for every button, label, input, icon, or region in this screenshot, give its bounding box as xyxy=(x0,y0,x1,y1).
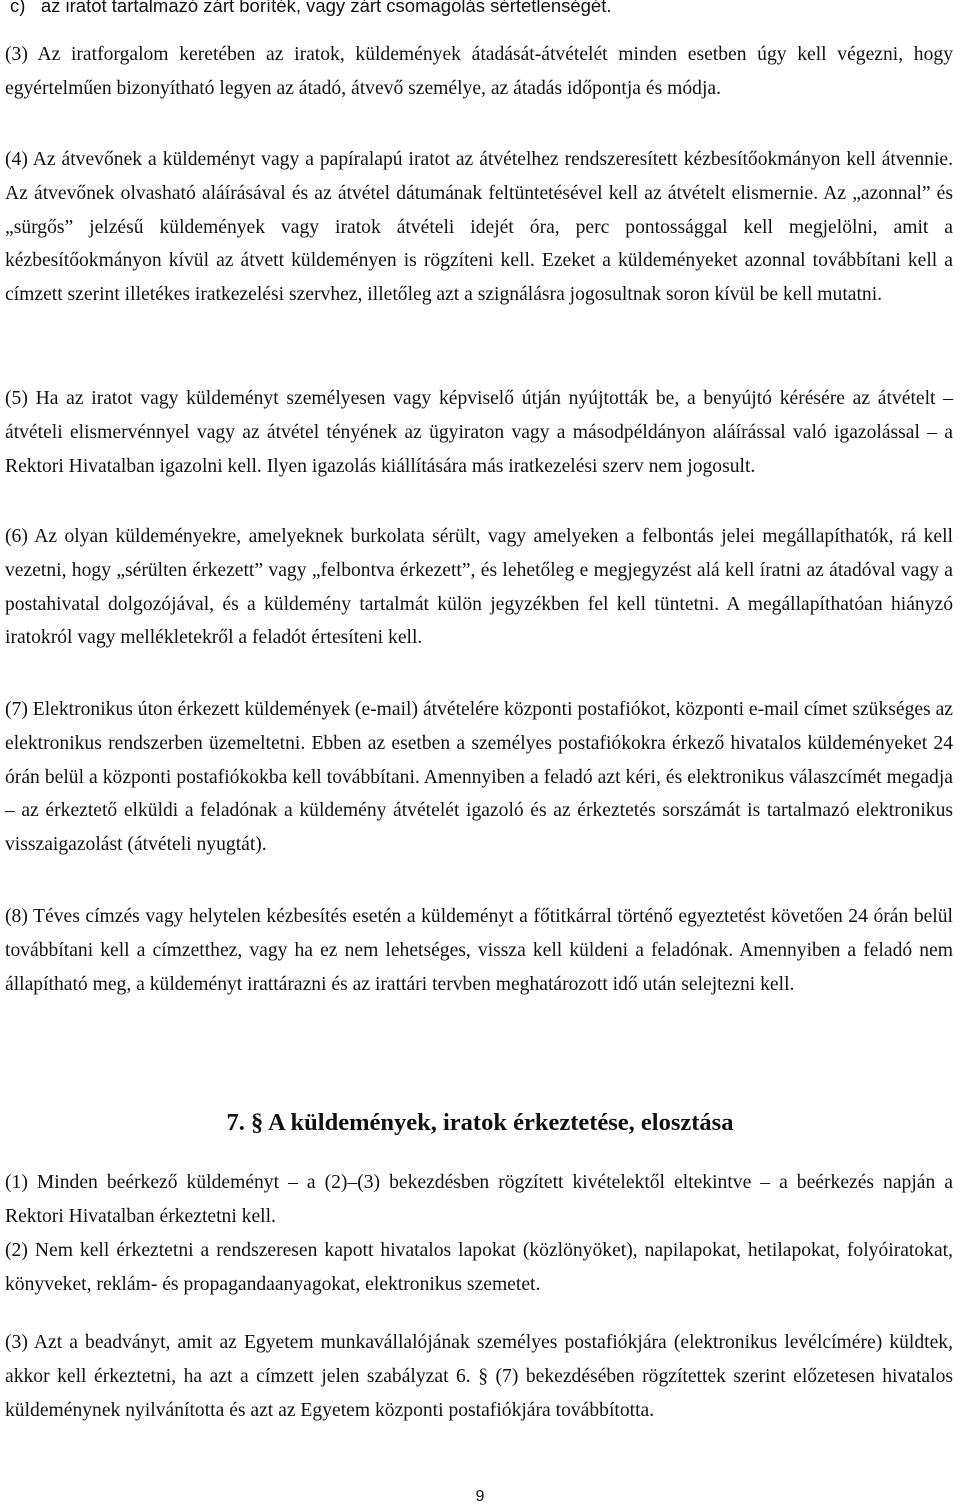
paragraph-3: (3) Az iratforgalom keretében az iratok, küldemények átadását-átvételét minden esetben úgy kell végezni, hogy egyértelműen bizonyítható legyen az átadó, átvevő személye, az átadás időpontja és módja. xyxy=(5,44,953,99)
paragraph-7: (7) Elektronikus úton érkezett küldemények (e-mail) átvételére központi postafiókot, központi e-mail címet szükséges az elektronikus rendszerben üzemeltetni. Ebben az esetben a személyes postafiókokra érkező hivatalos küldeményeket 24 órán belül a központi postafiókokba kell továbbítani. Amennyiben a feladó azt kéri, és elektronikus válaszcímét megadja – az érkeztető elküldi a feladónak a küldemény átvételét igazoló és az érkeztetés sorszámát is tartalmazó elektronikus visszaigazolást (átvételi nyugtát). xyxy=(5,699,953,856)
paragraph-s7-2: (2) Nem kell érkeztetni a rendszeresen kapott hivatalos lapokat (közlönyöket), napilapokat, hetilapokat, folyóiratokat, könyveket, reklám- és propagandaanyagokat, elektronikus szemetet. xyxy=(5,1240,953,1295)
page-number: 9 xyxy=(475,1488,485,1505)
paragraph-8: (8) Téves címzés vagy helytelen kézbesítés esetén a küldeményt a főtitkárral történő egyeztetést követően 24 órán belül továbbítani kell a címzetthez, vagy ha ez nem lehetséges, vissza kell küldeni a feladónak. Amennyiben a feladó nem állapítható meg, a küldeményt irattárazni és az irattári tervben meghatározott idő után selejtezni kell. xyxy=(5,906,953,995)
paragraph-6: (6) Az olyan küldeményekre, amelyeknek burkolata sérült, vagy amelyeken a felbontás jelei megállapíthatók, rá kell vezetni, hogy „sérülten érkezett” vagy „felbontva érkezett”, és lehetőleg e megjegyzést alá kell íratni az átadóval vagy a postahivatal dolgozójával, és a küldemény tartalmát külön jegyzékben fel kell tüntetni. A megállapíthatóan hiányzó iratokról vagy mellékletekről a feladót értesíteni kell. xyxy=(5,526,953,649)
paragraph-s7-1: (1) Minden beérkező küldeményt – a (2)–(3) bekezdésben rögzített kivételektől eltekintve – a beérkezés napján a Rektori Hivatalban érkeztetni kell. xyxy=(5,1172,953,1227)
list-item-c: c) az iratot tartalmazó zárt boríték, vagy zárt csomagolás sértetlenségét. xyxy=(10,0,612,16)
section-heading: 7. § A küldemények, iratok érkeztetése, elosztása xyxy=(226,1109,734,1136)
paragraph-5: (5) Ha az iratot vagy küldeményt személyesen vagy képviselő útján nyújtották be, a benyújtó kérésére az átvételt – átvételi elismervénnyel vagy az átvétel tényének az ügyiraton vagy a másodpéldányon aláírással való igazolással – a Rektori Hivatalban igazolni kell. Ilyen igazolás kiállítására más iratkezelési szerv nem jogosult. xyxy=(5,388,953,477)
paragraph-s7-3: (3) Azt a beadványt, amit az Egyetem munkavállalójának személyes postafiókjára (elektronikus levélcímére) küldtek, akkor kell érkeztetni, ha azt a címzett jelen szabályzat 6. § (7) bekezdésében rögzítettek szerint előzetesen hivatalos küldeménynek nyilvánította és azt az Egyetem központi postafiókjára továbbította. xyxy=(5,1332,953,1421)
paragraph-4: (4) Az átvevőnek a küldeményt vagy a papíralapú iratot az átvételhez rendszeresített kézbesítőokmányon kell átvennie. Az átvevőnek olvasható aláírásával és az átvétel dátumának feltüntetésével kell az átvételt elismernie. Az „azonnal” és „sürgős” jelzésű küldemények vagy iratok átvételi idejét óra, perc pontossággal kell megjelölni, amit a kézbesítőokmányon kívül az átvett küldeményen is rögzíteni kell. Ezeket a küldeményeket azonnal továbbítani kell a címzett szerint illetékes iratkezelési szervhez, illetőleg azt a szignálásra jogosultnak soron kívül be kell mutatni. xyxy=(5,149,953,306)
